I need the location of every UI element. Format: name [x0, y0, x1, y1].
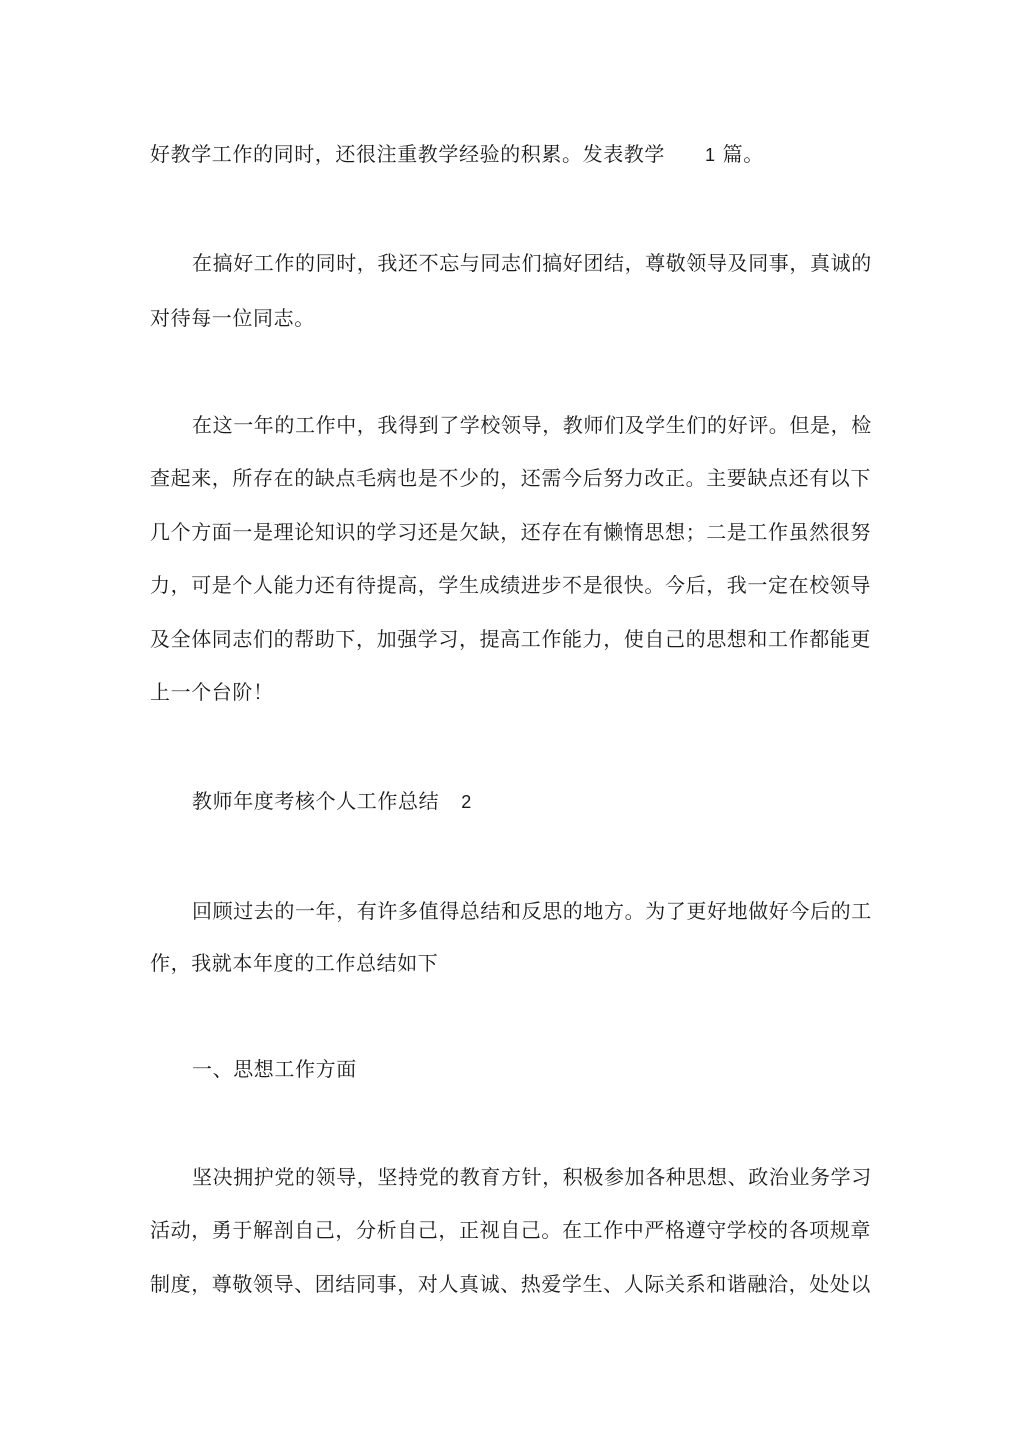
- subsection-title: 一、思想工作方面: [192, 1057, 357, 1081]
- paragraph-line: 查起来，所存在的缺点毛病也是不少的，还需今后努力改正。主要缺点还有以下: [150, 466, 871, 490]
- paragraph-continuation: [150, 139, 840, 170]
- paragraph-line: 活动，勇于解剖自己，分析自己，正视自己。在工作中严格遵守学校的各项规章: [150, 1218, 871, 1242]
- paragraph-line: 回顾过去的一年，有许多值得总结和反思的地方。为了更好地做好今后的工: [192, 899, 872, 923]
- paragraph-line: 力，可是个人能力还有待提高，学生成绩进步不是很快。今后，我一定在校领导: [150, 573, 871, 597]
- heading-number: 2: [461, 792, 472, 812]
- heading-text: 教师年度考核个人工作总结: [192, 789, 440, 813]
- section-heading: [192, 786, 882, 817]
- paragraph-line: 坚决拥护党的领导，坚持党的教育方针，积极参加各种思想、政治业务学习: [192, 1165, 872, 1189]
- paragraph-line: 在这一年的工作中，我得到了学校领导，教师们及学生们的好评。但是，检: [192, 413, 872, 437]
- paragraph-line: 及全体同志们的帮助下，加强学习，提高工作能力，使自己的思想和工作都能更: [150, 627, 871, 651]
- text-line: 篇。: [722, 142, 764, 166]
- text-line: 好教学工作的同时，还很注重教学经验的积累。发表教学: [150, 142, 665, 166]
- paragraph-line: 作，我就本年度的工作总结如下: [150, 951, 439, 975]
- paragraph-line: 上一个台阶！: [150, 680, 274, 704]
- paragraph-line: 在搞好工作的同时，我还不忘与同志们搞好团结，尊敬领导及同事，真诚的: [192, 251, 872, 275]
- paragraph-line: 制度，尊敬领导、团结同事，对人真诚、热爱学生、人际关系和谐融洽，处处以: [150, 1272, 871, 1296]
- paragraph-line: 几个方面一是理论知识的学习还是欠缺，还存在有懒惰思想；二是工作虽然很努: [150, 520, 871, 544]
- count-number: 1: [705, 145, 716, 165]
- paragraph-line: 对待每一位同志。: [150, 306, 315, 330]
